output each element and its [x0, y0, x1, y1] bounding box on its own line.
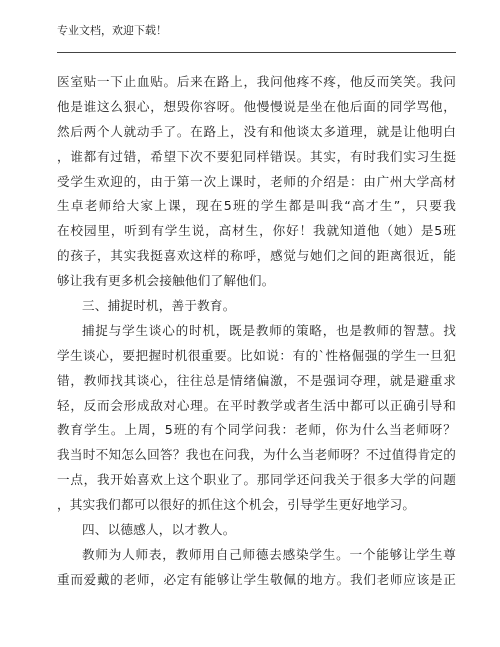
header-divider — [57, 52, 456, 53]
text-line: 够让我有更多机会接触他们了解他们。 — [57, 273, 275, 289]
text-line: 学生谈心，要把握时机很重要。比如说：有的`性格倔强的学生一旦犯 — [57, 347, 456, 363]
text-line: ，谁都有过错，希望下次不要犯同样错误。其实，有时我们实习生挺 — [57, 148, 456, 164]
text-line: 生卓老师给大家上课，现在5班的学生都是叫我“高才生”，只要我 — [57, 198, 456, 214]
document-body — [57, 70, 456, 593]
page-header: 专业文档，欢迎下载！ — [57, 24, 167, 37]
text-line: 四、以德感人，以才教人。 — [82, 522, 236, 538]
text-line: 的孩子，其实我挺喜欢这样的称呼，感觉与她们之间的距离很近，能 — [57, 248, 456, 264]
text-line: 一点，我开始喜欢上这个职业了。那同学还问我关于很多大学的问题 — [57, 472, 456, 488]
text-line: 捕捉与学生谈心的时机，既是教师的策略，也是教师的智慧。找 — [82, 322, 456, 338]
text-line: 教育学生。上周，5班的有个同学问我：老师，你为什么当老师呀？ — [57, 422, 456, 438]
text-line: 错，教师找其谈心，往往总是情绪偏激，不是强词夺理，就是避重求 — [57, 372, 456, 388]
text-line: 教师为人师表，教师用自己师德去感染学生。一个能够让学生尊 — [82, 546, 456, 562]
text-line: 他是谁这么狠心，想毁你容呀。他慢慢说是坐在他后面的同学骂他， — [57, 98, 456, 114]
text-line: ，其实我们都可以很好的抓住这个机会，引导学生更好地学习。 — [57, 497, 416, 513]
text-line: 在校园里，听到有学生说，高材生，你好！我就知道他（她）是5班 — [57, 223, 456, 239]
text-line: 三、捕捉时机，善于教育。 — [82, 298, 236, 314]
text-line: 重而爱戴的老师，必定有能够让学生敬佩的地方。我们老师应该是正 — [57, 571, 456, 587]
text-line: 我当时不知怎么回答？我也在问我，为什么当老师呀？不过值得肯定的 — [57, 447, 456, 463]
text-line: 然后两个人就动手了。在路上，没有和他谈太多道理，就是让他明白 — [57, 123, 456, 139]
text-line: 轻，反而会形成敌对心理。在平时教学或者生活中都可以正确引导和 — [57, 397, 456, 413]
text-line: 受学生欢迎的，由于第一次上课时，老师的介绍是：由广州大学高材 — [57, 173, 456, 189]
text-line: 医室贴一下止血贴。后来在路上，我问他疼不疼，他反而笑笑。我问 — [57, 74, 456, 89]
